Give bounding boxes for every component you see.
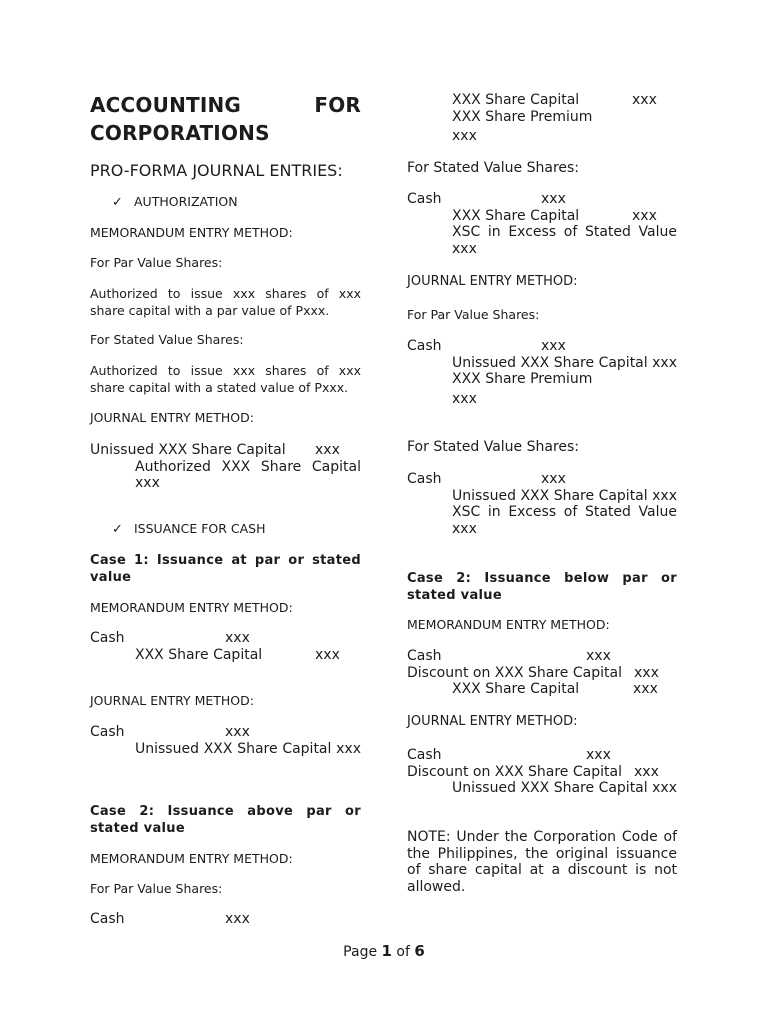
title-word-for: FOR (314, 93, 361, 117)
journal-entry-stated (407, 471, 677, 537)
checkmark-icon: ✓ (112, 195, 123, 210)
entry-line (407, 92, 677, 109)
case2-above-heading: Case 2: Issuance above par or stated value (90, 804, 361, 836)
journal-method-heading: JOURNAL ENTRY METHOD: (407, 714, 578, 729)
amount: xxx (652, 780, 677, 796)
account-name: XXX Share Premium (452, 371, 593, 387)
note-paragraph: NOTE: Under the Corporation Code of the Philippines, the original issuance of share capital at a discount is not allowed. (407, 829, 677, 895)
section-subtitle: PRO-FORMA JOURNAL ENTRIES: (90, 161, 343, 180)
amount: xxx (315, 646, 340, 663)
amount: xxx (452, 128, 477, 144)
memo-entry-case2 (90, 911, 361, 928)
entry-line (90, 647, 361, 664)
entry-line (407, 338, 677, 355)
page-total: 6 (414, 942, 425, 960)
stated-value-heading: For Stated Value Shares: (407, 160, 580, 176)
auth-stated-paragraph: Authorized to issue xxx shares of xxx share capital with a stated value of Pxxx. (90, 363, 361, 395)
entry-line (407, 208, 677, 225)
par-value-heading: For Par Value Shares: (90, 255, 223, 270)
case1-heading: Case 1: Issuance at par or stated value (90, 553, 361, 585)
amount: xxx (541, 338, 566, 354)
stated-value-heading: For Stated Value Shares: (90, 332, 244, 347)
entry-line (407, 109, 677, 126)
entry-line-amount (407, 391, 677, 408)
entry-line (407, 648, 677, 665)
account-name: XSC in Excess of Stated Value (452, 504, 677, 520)
account-name: Cash (407, 191, 442, 207)
entry-line-credit (90, 741, 361, 758)
memo-method-heading: MEMORANDUM ENTRY METHOD: (90, 851, 293, 866)
page-word: Page (343, 944, 378, 960)
checklist-label: AUTHORIZATION (134, 194, 238, 209)
amount: xxx (336, 740, 361, 757)
account-name: Cash (90, 724, 125, 740)
entry-line (407, 681, 677, 698)
par-value-heading: For Par Value Shares: (407, 307, 540, 322)
amount: xxx (541, 191, 566, 207)
memo-method-heading: MEMORANDUM ENTRY METHOD: (90, 600, 293, 615)
account-name: Cash (90, 630, 125, 646)
entry-line (407, 371, 677, 388)
account-name: Discount on XXX Share Capital (407, 763, 622, 780)
amount: xxx (452, 240, 477, 257)
journal-entry-below (407, 747, 677, 797)
page-number: 1 (381, 942, 392, 960)
amount: xxx (315, 442, 340, 458)
account-name: Unissued XXX Share Capital (90, 442, 286, 458)
account-name: Discount on XXX Share Capital (407, 664, 622, 681)
entry-line (407, 764, 677, 781)
account-name: XXX Share Premium (452, 108, 593, 125)
journal-entry-par (407, 338, 677, 407)
amount: xxx (452, 390, 477, 407)
document-title-line1 (90, 91, 361, 119)
entry-line-credit (407, 504, 677, 537)
account-name: Authorized XXX Share Capital (135, 458, 361, 475)
page-footer (0, 941, 768, 962)
amount: xxx (632, 207, 657, 224)
title-word-accounting: ACCOUNTING (90, 93, 242, 117)
checklist-item-authorization (90, 194, 361, 211)
entry-line (407, 747, 677, 764)
memo-entry-case2-continued (407, 92, 677, 145)
memo-entry-case1 (90, 630, 361, 663)
auth-par-paragraph: Authorized to issue xxx shares of xxx share capital with a par value of Pxxx. (90, 286, 361, 318)
of-word: of (396, 944, 410, 960)
amount: xxx (652, 487, 677, 504)
document-title-line2 (90, 119, 361, 147)
entry-line-credit (90, 459, 361, 492)
checkmark-icon: ✓ (112, 522, 123, 537)
account-name: XXX Share Capital (452, 681, 580, 697)
entry-line-amount (407, 128, 677, 145)
memo-method-heading: MEMORANDUM ENTRY METHOD: (90, 225, 293, 240)
amount: xxx (652, 354, 677, 371)
account-name: Cash (407, 471, 442, 487)
checklist-label: ISSUANCE FOR CASH (134, 521, 266, 536)
entry-line (407, 191, 677, 208)
amount: xxx (452, 520, 477, 537)
entry-line-credit (407, 488, 677, 505)
journal-method-heading: JOURNAL ENTRY METHOD: (90, 693, 254, 708)
journal-entry-case1 (90, 724, 361, 757)
account-name: Unissued XXX Share Capital (452, 354, 648, 371)
account-name: XXX Share Capital (452, 207, 580, 224)
stated-value-heading: For Stated Value Shares: (407, 439, 580, 455)
amount: xxx (634, 664, 659, 681)
par-value-heading: For Par Value Shares: (90, 881, 223, 896)
amount: xxx (225, 724, 250, 740)
account-name: Cash (407, 338, 442, 354)
account-name: XXX Share Capital (452, 92, 580, 108)
journal-entry-authorization (90, 442, 361, 492)
amount: xxx (225, 630, 250, 646)
memo-entry-below (407, 648, 677, 698)
entry-line (407, 471, 677, 488)
account-name: Unissued XXX Share Capital (452, 487, 648, 504)
amount: xxx (632, 92, 657, 108)
entry-line (90, 911, 361, 928)
account-name: Cash (90, 911, 125, 927)
entry-line-credit (407, 355, 677, 372)
account-name: Unissued XXX Share Capital (452, 780, 648, 796)
checklist-item-issuance-cash (90, 521, 361, 538)
memo-method-heading: MEMORANDUM ENTRY METHOD: (407, 617, 610, 632)
memo-entry-stated (407, 191, 677, 257)
entry-line-credit (407, 780, 677, 797)
case2-below-heading: Case 2: Issuance below par or stated value (407, 571, 677, 603)
account-name: Cash (407, 747, 442, 763)
amount: xxx (634, 763, 659, 780)
journal-method-heading: JOURNAL ENTRY METHOD: (407, 274, 578, 289)
entry-line (90, 442, 361, 459)
amount: xxx (586, 747, 611, 763)
amount: xxx (225, 911, 250, 927)
amount: xxx (633, 681, 658, 697)
journal-method-heading: JOURNAL ENTRY METHOD: (90, 410, 254, 425)
entry-line (90, 724, 361, 741)
account-name: XSC in Excess of Stated Value (452, 224, 677, 240)
entry-line (407, 665, 677, 682)
amount: xxx (541, 471, 566, 487)
entry-line-credit (407, 224, 677, 257)
title-word-corporations: CORPORATIONS (90, 121, 270, 145)
account-name: Unissued XXX Share Capital (135, 740, 332, 757)
amount: xxx (135, 475, 160, 491)
account-name: Cash (407, 648, 442, 664)
entry-line (90, 630, 361, 647)
amount: xxx (586, 648, 611, 664)
account-name: XXX Share Capital (135, 646, 263, 663)
